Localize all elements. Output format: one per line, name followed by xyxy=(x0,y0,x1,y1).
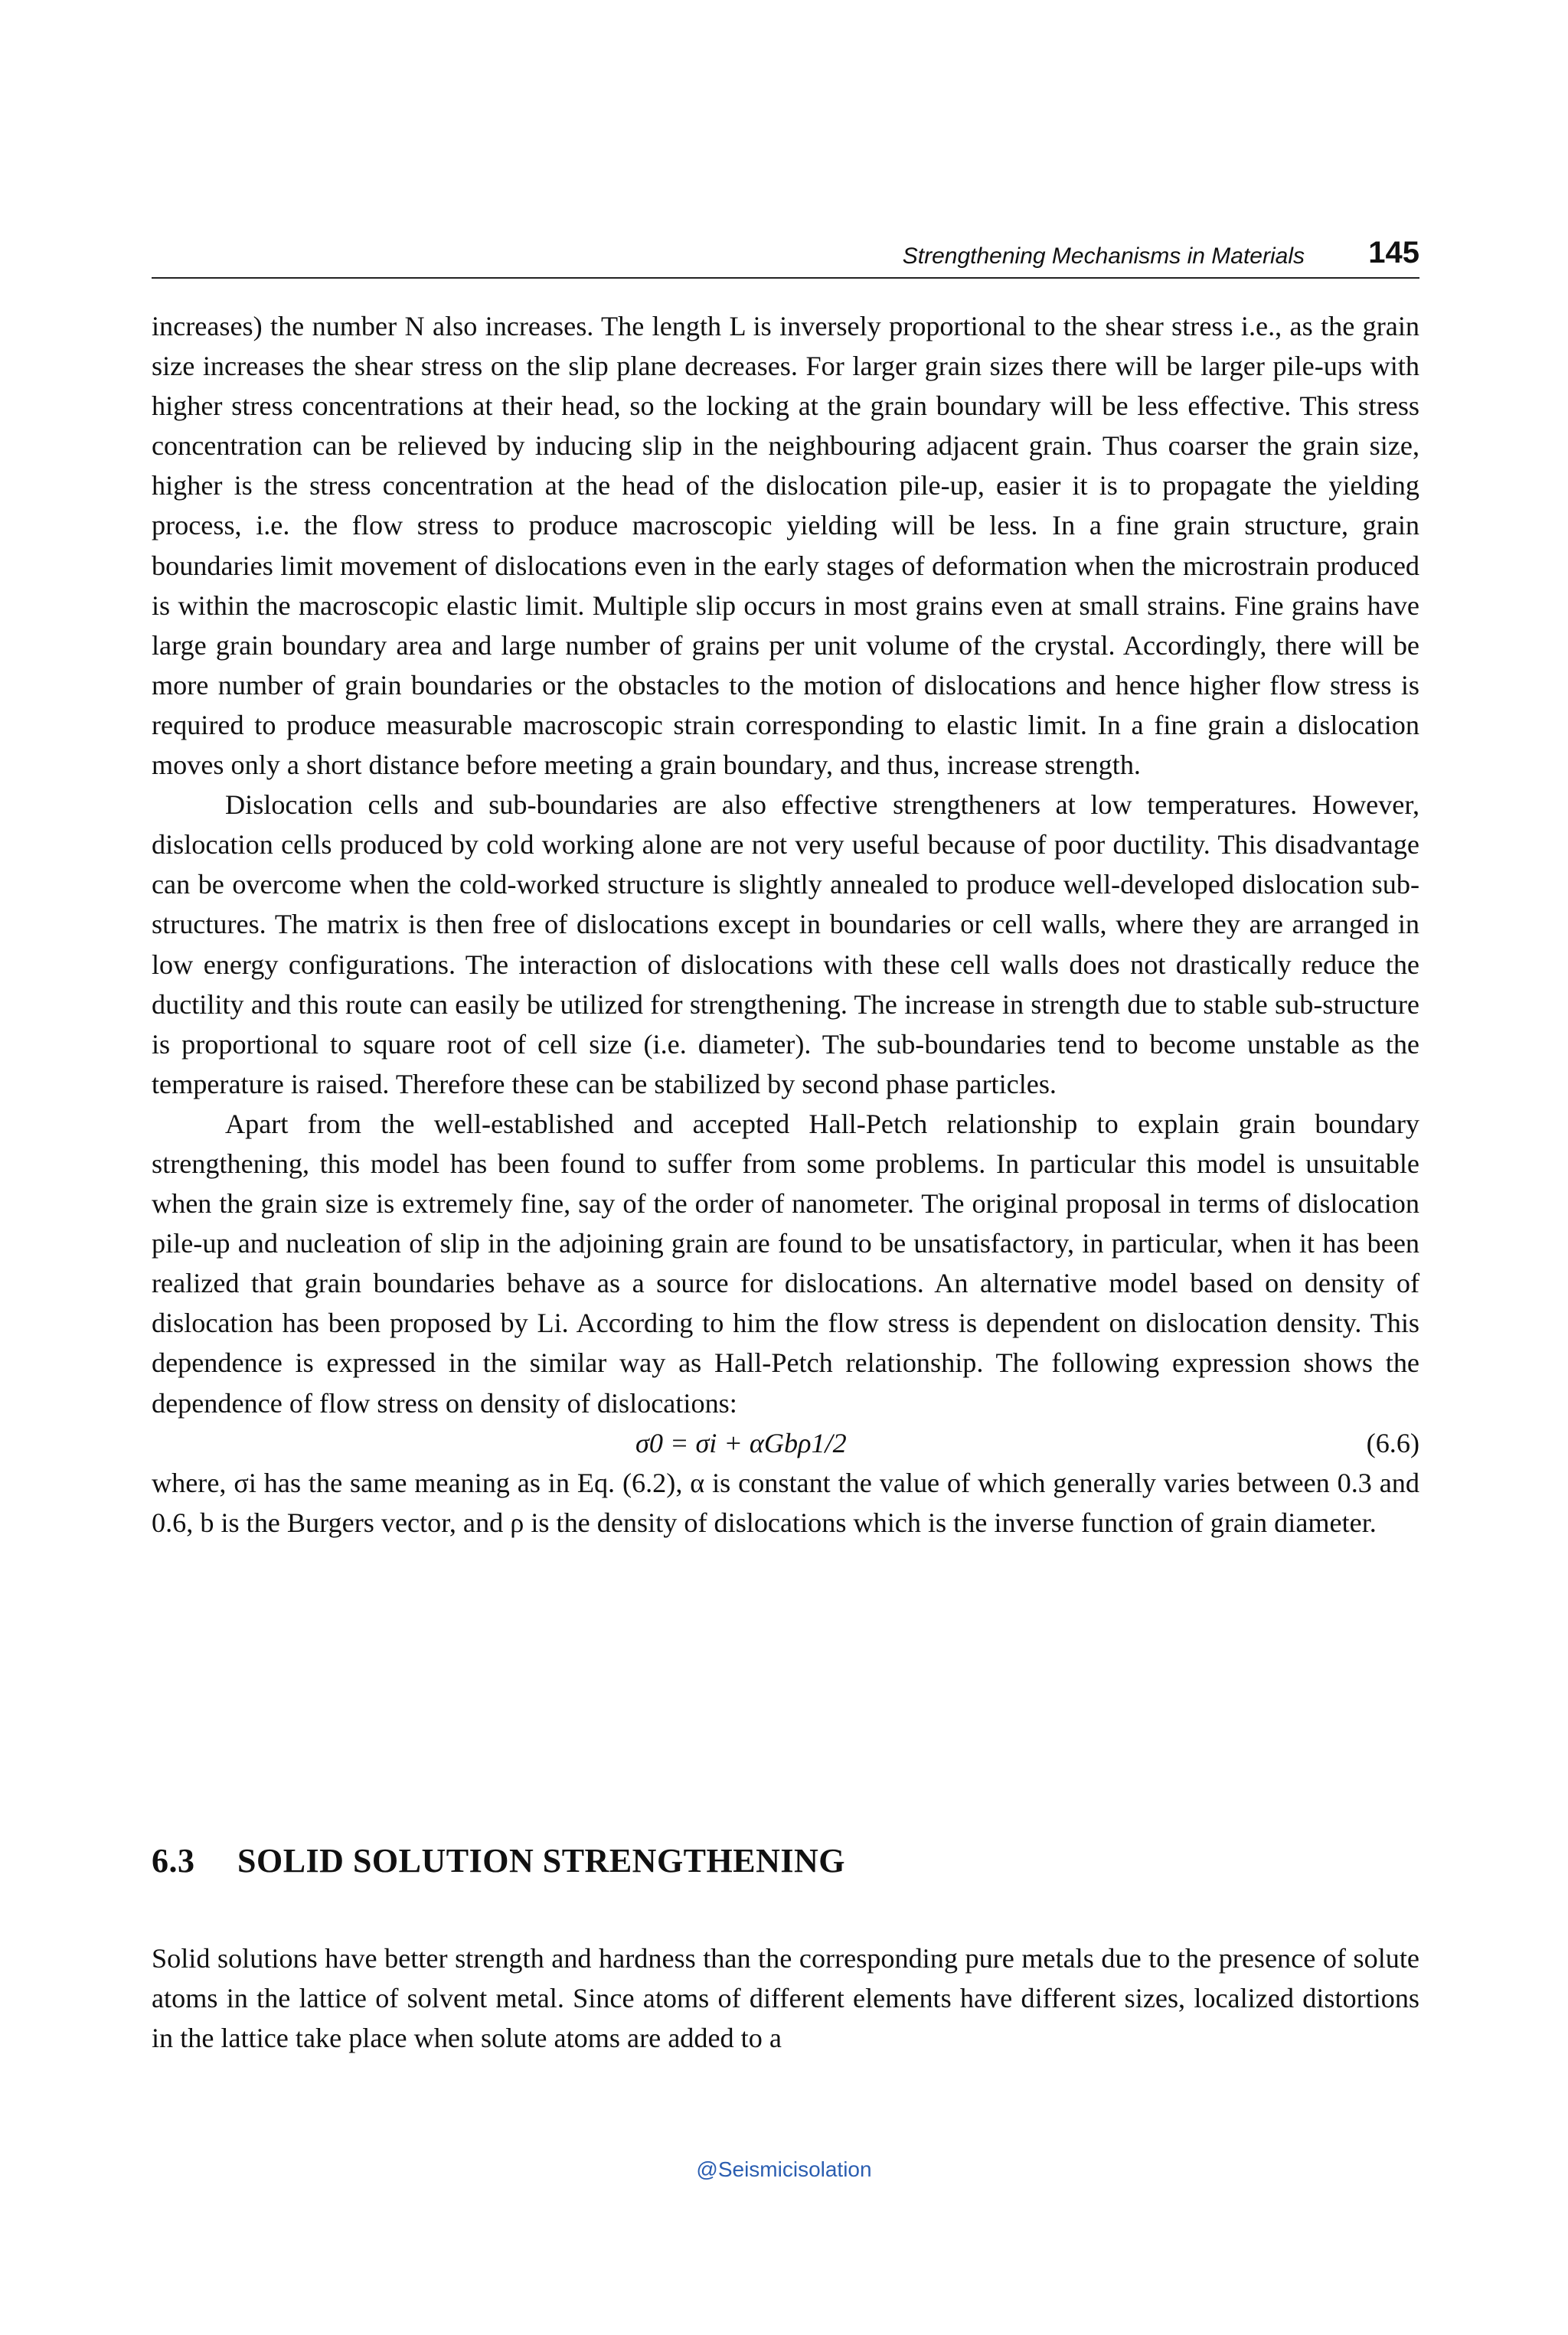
equation-6-6 xyxy=(152,1423,1419,1463)
section-paragraph: Solid solutions have better strength and hardness than the corresponding pure metals due to the presence of solute atoms in the lattice of solvent metal. Since atoms of different elements have different sizes, localized distortions in the lattice take place when solute atoms are added to a xyxy=(152,1943,1419,2054)
running-title: Strengthening Mechanisms in Materials xyxy=(902,243,1305,269)
section-number: 6.3 xyxy=(152,1842,195,1879)
equation-explanation: where, σi has the same meaning as in Eq. (6.2), α is constant the value of which generally varies between 0.3 and 0.6, b is the Burgers vector, and ρ is the density of dislocations which is the inverse function of grain diameter. xyxy=(152,1467,1419,1538)
paragraph-3: Apart from the well-established and accepted Hall-Petch relationship to explain grain boundary strengthening, this model has been found to suffer from some problems. In particular this model is unsuitable when the grain size is extremely fine, say of the order of nanometer. The original proposal in terms of dislocation pile-up and nucleation of slip in the adjoining grain are found to be unsatisfactory, in particular, when it has been realized that grain boundaries behave as a source for dislocations. An alternative model based on density of dislocation has been proposed by Li. According to him the flow stress is dependent on dislocation density. This dependence is expressed in the similar way as Hall-Petch relationship. The following expression shows the dependence of flow stress on density of dislocations: xyxy=(152,1108,1419,1419)
equation-number: (6.6) xyxy=(1366,1427,1419,1458)
section-heading xyxy=(152,1841,845,1880)
section-title: SOLID SOLUTION STRENGTHENING xyxy=(237,1842,845,1879)
page-header xyxy=(152,237,1419,279)
page-number: 145 xyxy=(1368,236,1419,269)
equation-expression: σ0 = σi + αGbρ1/2 xyxy=(635,1427,847,1458)
watermark: @Seismicisolation xyxy=(696,2157,872,2181)
body-text xyxy=(152,306,1419,1543)
paragraph-2: Dislocation cells and sub-boundaries are also effective strengtheners at low temperatures. However, dislocation cells produced by cold working alone are not very useful because of poor ductility. This disadvantage can be overcome when the cold-worked structure is slightly annealed to produce well-developed dislocation sub-structures. The matrix is then free of dislocations except in boundaries or cell walls, where they are arranged in low energy configurations. The interaction of dislocations with these cell walls does not drastically reduce the ductility and this route can easily be utilized for strengthening. The increase in strength due to stable sub-structure is proportional to square root of cell size (i.e. diameter). The sub-boundaries tend to become unstable as the temperature is raised. Therefore these can be stabilized by second phase particles. xyxy=(152,789,1419,1099)
paragraph-1: increases) the number N also increases. The length L is inversely proportional to the shear stress i.e., as the grain size increases the shear stress on the slip plane decreases. For larger grain sizes there will be larger pile-ups with higher stress concentrations at their head, so the locking at the grain boundary will be less effective. This stress concentration can be relieved by inducing slip in the neighbouring adjacent grain. Thus coarser the grain size, higher is the stress concentration at the head of the dislocation pile-up, easier it is to propagate the yielding process, i.e. the flow stress to produce macroscopic yielding will be less. In a fine grain structure, grain boundaries limit movement of dislocations even in the early stages of deformation when the microstrain produced is within the macroscopic elastic limit. Multiple slip occurs in most grains even at small strains. Fine grains have large grain boundary area and large number of grains per unit volume of the crystal. Accordingly, there will be more number of grain boundaries or the obstacles to the motion of dislocations and hence higher flow stress is required to produce measurable macroscopic strain corresponding to elastic limit. In a fine grain a dislocation moves only a short distance before meeting a grain boundary, and thus, increase strength. xyxy=(152,311,1419,781)
section-body xyxy=(152,1911,1419,2086)
